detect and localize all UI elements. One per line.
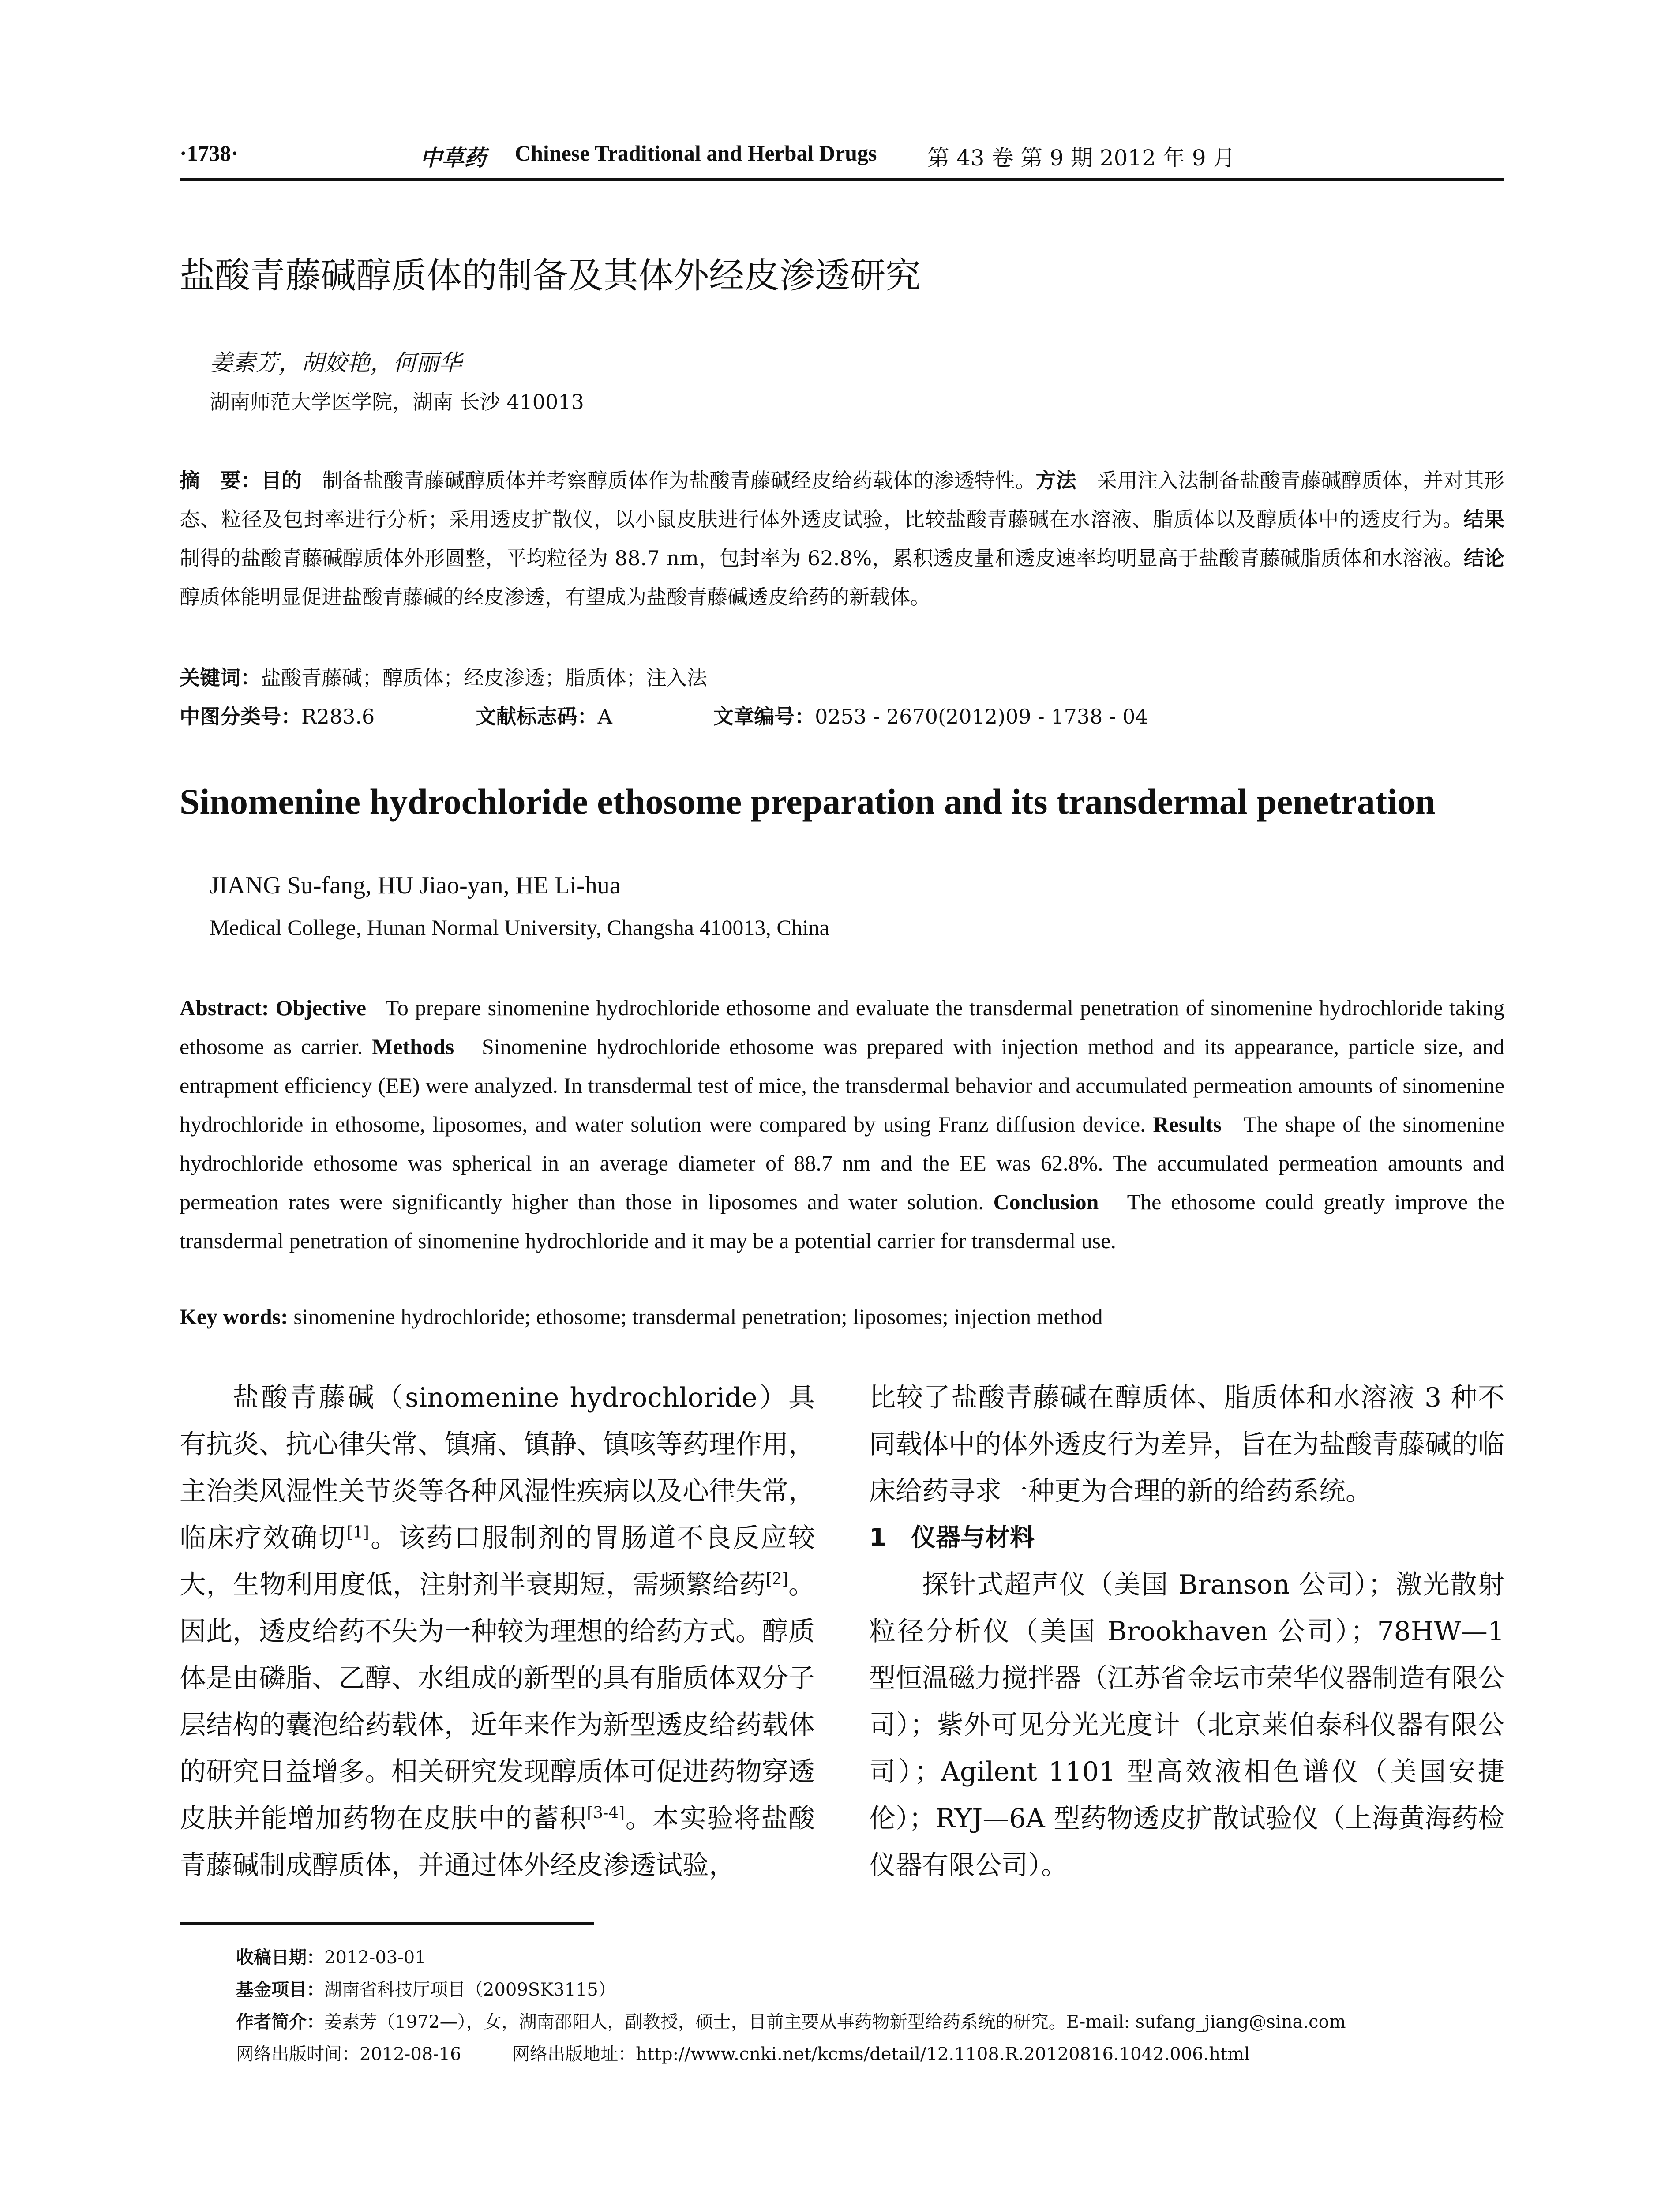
author-bio-label: 作者简介： (236, 2012, 324, 2032)
fund-label: 基金项目： (236, 1980, 324, 2000)
doc-code-label: 文献标志码： (476, 705, 598, 728)
methods-label-cn: 方法 (1035, 469, 1076, 492)
doc-code-value: A (597, 705, 612, 728)
keywords-en (180, 1304, 1504, 1329)
objective-label-cn: 目的 (261, 469, 302, 492)
intro-text-3: 。因此，透皮给药不失为一种较为理想的给药方式。醇质体是由磷脂、乙醇、水组成的新型的具有脂质体双分子层结构的囊泡给药载体，近年来作为新型透皮给药载体的研究日益增多。相关研究发现醇质体可促进药物穿透皮肤并能增加药物在皮肤中的蓄积 (180, 1569, 815, 1834)
journal-name-en: Chinese Traditional and Herbal Drugs (515, 141, 877, 165)
author-bio-text: 姜素芳（1972—），女，湖南邵阳人，副教授，硕士，目前主要从事药物新型给药系统的研究。E-mail: sufang_jiang@sina.com (324, 2012, 1346, 2032)
received-label: 收稿日期： (236, 1947, 324, 1968)
abstract-en (180, 988, 1504, 1260)
running-header (180, 140, 1504, 181)
title-en: Sinomenine hydrochloride ethosome preparation and its transdermal penetration (180, 781, 1436, 822)
citation-2: [2] (765, 1570, 788, 1588)
results-en: The shape of the sinomenine hydrochloride ethosome was spherical in an average diameter of 88.7 nm and the EE was 62.8%. The accumulated permeation amounts and permeation rates were significantly higher than those in liposomes and water solution. (180, 1112, 1504, 1214)
intro-text-1: 盐酸青藤碱（sinomenine hydrochloride）具有抗炎、抗心律失常、镇痛、镇静、镇咳等药理作用，主治类风湿性关节炎等各种风湿性疾病以及心律失常，临床疗效确切 (180, 1382, 815, 1553)
article-no-value: 0253 - 2670(2012)09 - 1738 - 04 (815, 705, 1148, 728)
objective-en: To prepare sinomenine hydrochloride ethosome and evaluate the transdermal penetration of sinomenine hydrochloride taking ethosome as carrier. (180, 995, 1504, 1059)
authors-cn: 姜素芳，胡姣艳，何丽华 (210, 350, 462, 376)
affiliation-cn: 湖南师范大学医学院，湖南 长沙 410013 (210, 390, 584, 414)
results-label-en: Results (1153, 1112, 1222, 1137)
online-url-label: 网络出版地址： (512, 2044, 636, 2064)
keywords-cn (180, 658, 1504, 697)
footnote-fund (236, 1976, 616, 2001)
body-left-column (180, 1374, 815, 1889)
citation-3-4: [3-4] (587, 1804, 625, 1822)
conclusion-label-cn: 结论 (1463, 546, 1505, 570)
abstract-label-en: Abstract: (180, 995, 269, 1020)
methods-label-en: Methods (372, 1034, 454, 1059)
instruments-paragraph: 探针式超声仪（美国 Branson 公司）；激光散射粒径分析仪（美国 Brookhaven 公司）；78HW—1 型恒温磁力搅拌器（江苏省金坛市荣华仪器制造有限公司）；紫外可见分光光度计（北京莱伯泰科仪器有限公司）；Agilent 1101 型高效液相色谱仪（美国安捷伦）；RYJ—6A 型药物透皮扩散试验仪（上海黄海药检仪器有限公司）。 (869, 1569, 1504, 1881)
objective-cn: 制备盐酸青藤碱醇质体并考察醇质体作为盐酸青藤碱经皮给药载体的渗透特性。 (322, 469, 1036, 492)
abstract-cn (180, 461, 1504, 616)
online-time: 2012-08-16 (360, 2044, 461, 2064)
online-url[interactable]: http://www.cnki.net/kcms/detail/12.1108.R.20120816.1042.006.html (636, 2044, 1250, 2064)
intro-continued: 比较了盐酸青藤碱在醇质体、脂质体和水溶液 3 种不同载体中的体外透皮行为差异，旨在为盐酸青藤碱的临床给药寻求一种更为合理的新的给药系统。 (869, 1382, 1504, 1507)
citation-1: [1] (346, 1523, 369, 1542)
section-heading-1: 1 仪器与材料 (869, 1523, 1035, 1552)
authors-en: JIANG Su-fang, HU Jiao-yan, HE Li-hua (210, 872, 621, 899)
footnote-online (236, 2040, 1250, 2065)
keywords-label-en: Key words: (180, 1304, 288, 1329)
journal-name-cn: 中草药 (420, 145, 486, 171)
keywords-text-cn: 盐酸青藤碱；醇质体；经皮渗透；脂质体；注入法 (261, 666, 707, 690)
body-paragraph-intro (180, 1374, 815, 1889)
conclusion-cn: 醇质体能明显促进盐酸青藤碱的经皮渗透，有望成为盐酸青藤碱透皮给药的新载体。 (180, 585, 930, 609)
footnote-rule (180, 1922, 594, 1925)
clc-label: 中图分类号： (180, 705, 301, 728)
title-cn: 盐酸青藤碱醇质体的制备及其体外经皮渗透研究 (180, 255, 921, 296)
classification-line (180, 697, 1504, 736)
results-cn: 制得的盐酸青藤碱醇质体外形圆整，平均粒径为 88.7 nm，包封率为 62.8%，累积透皮量和透皮速率均明显高于盐酸青藤碱脂质体和水溶液。 (180, 546, 1464, 570)
results-label-cn: 结果 (1463, 507, 1504, 531)
body-right-column (869, 1374, 1504, 1889)
page-number: ·1738· (180, 141, 239, 165)
methods-cn: 采用注入法制备盐酸青藤碱醇质体，并对其形态、粒径及包封率进行分析；采用透皮扩散仪，以小鼠皮肤进行体外透皮试验，比较盐酸青藤碱在水溶液、脂质体以及醇质体中的透皮行为。 (180, 469, 1504, 531)
fund-text: 湖南省科技厅项目（2009SK3115） (324, 1980, 616, 2000)
article-no-label: 文章编号： (713, 705, 815, 728)
intro-text-4: 。本实验将盐酸青藤碱制成醇质体，并通过体外经皮渗透试验， (180, 1803, 815, 1881)
methods-en: Sinomenine hydrochloride ethosome was prepared with injection method and its appearance, particle size, and entrapment efficiency (EE) were analyzed. In transdermal test of mice, the transdermal behavior and accumulated permeation amounts of sinomenine hydrochloride in ethosome, liposomes, and water solution were compared by using Franz diffusion device. (180, 1034, 1505, 1137)
issue-info: 第 43 卷 第 9 期 2012 年 9 月 (927, 145, 1235, 171)
keywords-text-en: sinomenine hydrochloride; ethosome; transdermal penetration; liposomes; injection method (293, 1304, 1103, 1329)
online-time-label: 网络出版时间： (236, 2044, 360, 2064)
objective-label-en: Objective (275, 995, 367, 1020)
received-date: 2012-03-01 (324, 1947, 426, 1968)
conclusion-label-en: Conclusion (993, 1189, 1099, 1214)
keywords-label-cn: 关键词： (180, 666, 261, 690)
conclusion-en: The ethosome could greatly improve the transdermal penetration of sinomenine hydrochloride and it may be a potential carrier for transdermal use. (180, 1189, 1504, 1253)
affiliation-en: Medical College, Hunan Normal University, Changsha 410013, China (210, 915, 829, 940)
footnote-received (236, 1943, 426, 1969)
footnote-author (236, 2008, 1346, 2033)
clc-value: R283.6 (301, 705, 375, 728)
intro-text-2: 。该药口服制剂的胃肠道不良反应较大，生物利用度低，注射剂半衰期短，需频繁给药 (180, 1523, 815, 1600)
abstract-label-cn: 摘 要： (180, 469, 261, 492)
